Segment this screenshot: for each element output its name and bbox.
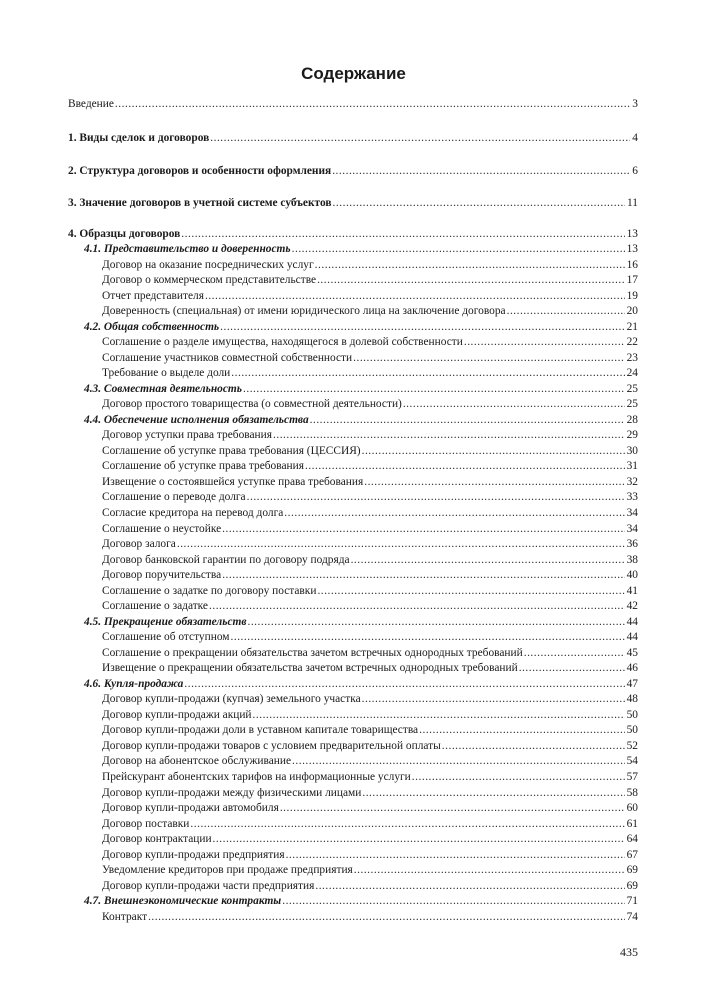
toc-entry [102,910,638,925]
dot-leader [442,739,625,754]
toc-page-number: 25 [626,382,638,395]
toc-entry-title: Извещение о прекращении обязательства зачетом встречных однородных требований [102,662,518,675]
toc-entry [102,522,638,537]
dot-leader [524,646,625,661]
toc-page-number: 24 [626,367,638,380]
toc-entry-title: Соглашение о неустойке [102,522,222,535]
toc-section [84,320,638,335]
toc-entry [102,351,638,366]
dot-leader [364,475,624,490]
toc-entry-title: Соглашение о переводе долга [102,491,246,504]
toc-page-number: 21 [626,320,638,333]
toc-entry-title: Соглашение о разделе имущества, находящегося в долевой собственности [102,336,463,349]
dot-leader [247,490,625,505]
toc-entry [102,754,638,769]
dot-leader [220,320,624,335]
toc-entry-title: 4.5. Прекращение обязательств [84,615,247,628]
toc-entry [102,444,638,459]
dot-leader [148,910,625,925]
dot-leader [362,692,625,707]
toc-entry [102,646,638,661]
toc-page-number: 13 [626,243,638,255]
toc-page-number: 17 [626,274,638,287]
dot-leader [315,879,624,894]
dot-leader [209,599,625,614]
toc-entry-title: Договор купли-продажи акций [102,708,252,721]
dot-leader [231,366,624,381]
toc-entry-title: 4. Образцы договоров [68,228,181,240]
toc-entry-title: Договор поставки [102,817,190,830]
toc-entry [102,490,638,505]
toc-page-number: 48 [626,693,638,706]
toc-page-number: 44 [626,631,638,644]
toc-entry-title: Договор банковской гарантии по договору подряда [102,553,350,566]
toc-entry [102,584,638,599]
toc-entry-title: 3. Значение договоров в учетной системе субъектов [68,197,332,209]
dot-leader [284,506,624,521]
toc-entry [102,428,638,443]
toc-page-number: 74 [626,910,638,923]
dot-leader [292,754,625,769]
toc-page-number: 34 [626,507,638,519]
dot-leader [243,382,625,397]
toc-entry [102,568,638,583]
toc-entry [102,304,638,319]
dot-leader [213,832,625,847]
toc-section [84,382,638,397]
toc-page-number: 34 [626,522,638,535]
dot-leader [292,242,625,257]
dot-leader [315,258,625,273]
dot-leader [507,304,625,319]
toc-entry [102,506,638,521]
toc-entry-title: Соглашение о задатке [102,600,208,613]
toc-entry-title: Договор купли-продажи товаров с условием предварительной оплаты [102,739,441,752]
toc-entry [102,553,638,568]
dot-leader [351,553,625,568]
toc-page-number: 64 [626,833,638,846]
toc-entry-title: Требование о выделе доли [102,367,231,380]
toc-page-number: 16 [626,258,638,271]
toc-chapter [68,196,638,211]
toc-entry [102,366,638,381]
toc-entry-title: Договор на абонентское обслуживание [102,755,292,768]
toc-page-number: 47 [626,677,638,690]
toc-page-number: 20 [626,305,638,318]
toc-entry [102,599,638,614]
toc-entry-title: Соглашение об уступке права требования [102,460,304,473]
dot-leader [419,723,624,738]
dot-leader [247,615,624,630]
dot-leader [354,863,625,878]
dot-leader [464,335,625,350]
toc-page-number: 22 [626,336,638,349]
dot-leader [317,273,625,288]
toc-page-number: 28 [626,413,638,426]
dot-leader [184,677,624,692]
toc-entry-title: Договор о коммерческом представительстве [102,274,317,287]
toc-page-number: 69 [626,879,638,892]
toc-entry-title: 4.1. Представительство и доверенность [84,243,291,255]
dot-leader [362,786,624,801]
toc-entry-title: Доверенность (специальная) от имени юридического лица на заключение договора [102,305,506,318]
dot-leader [332,164,630,179]
toc-entry-title: Договор купли-продажи между физическими лицами [102,786,362,799]
toc-page-number: 54 [626,755,638,768]
toc-page-number: 31 [626,460,638,473]
toc-page-number: 58 [626,786,638,799]
toc-section [84,894,638,909]
toc-page-number: 50 [626,708,638,721]
toc-page-number: 13 [626,228,638,240]
toc-entry-title: 4.2. Общая собственность [84,320,220,333]
toc-entry [102,397,638,412]
dot-leader [222,522,624,537]
toc-page-number: 71 [626,895,638,908]
dot-leader [205,289,625,304]
toc-section [84,242,638,257]
toc-entry [102,692,638,707]
toc-entry-title: Договор купли-продажи предприятия [102,848,285,861]
toc-page-number: 32 [626,475,638,488]
dot-leader [310,413,625,428]
toc-entry [102,786,638,801]
dot-leader [253,708,625,723]
page-number: 435 [620,945,638,959]
toc-entry [102,258,638,273]
toc-page-number: 23 [626,351,638,364]
toc-section [84,615,638,630]
toc-entry-title: Договор купли-продажи автомобиля [102,802,279,815]
toc-page-number: 36 [626,538,638,551]
toc-page-number: 60 [626,802,638,815]
toc-page-number: 52 [626,739,638,752]
toc-entry-title: Контракт [102,910,148,923]
dot-leader [181,227,624,242]
toc-entry [102,661,638,676]
toc-chapter [68,227,638,242]
toc-entry [102,723,638,738]
toc-entry-title: Договор на оказание посреднических услуг [102,258,314,271]
toc-page-number: 33 [626,491,638,504]
toc-section [84,677,638,692]
dot-leader [222,568,624,583]
toc-page-number: 4 [632,132,638,144]
toc-page-number: 40 [626,569,638,582]
dot-leader [412,770,625,785]
dot-leader [177,537,625,552]
toc-entry [102,879,638,894]
toc-entry-title: Прейскурант абонентских тарифов на информационные услуги [102,771,411,784]
toc-entry-title: Отчет представителя [102,289,204,302]
toc-entry [102,273,638,288]
toc-entry-title: Соглашение участников совместной собственности [102,351,353,364]
toc-entry-title: 4.7. Внешнеэкономические контракты [84,895,282,908]
toc-entry [102,863,638,878]
toc-entry-title: 4.3. Совместная деятельность [84,382,243,395]
toc-entry [102,848,638,863]
toc-entry-title: Договор купли-продажи (купчая) земельного участка [102,693,361,706]
toc-entry [102,459,638,474]
toc-entry [102,739,638,754]
toc-page-number: 61 [626,817,638,830]
toc-entry-title: 1. Виды сделок и договоров [68,132,210,144]
dot-leader [519,661,625,676]
toc-chapter [68,131,638,146]
toc-entry-title: Соглашение о задатке по договору поставки [102,584,317,597]
toc-entry-title: 4.4. Обеспечение исполнения обязательства [84,413,309,426]
toc-page-number: 19 [626,289,638,302]
dot-leader [286,848,625,863]
toc-page-number: 41 [626,584,638,597]
toc-entry-title: Извещение о состоявшейся уступке права требования [102,475,364,488]
toc-entry-title: Соглашение об уступке права требования (ЦЕССИЯ) [102,444,361,457]
dot-leader [333,196,625,211]
toc-page-number: 57 [626,771,638,784]
toc-entry [102,801,638,816]
toc-entry [102,832,638,847]
toc-entry-title: Уведомление кредиторов при продаже предприятия [102,864,353,877]
toc-chapter [68,164,638,179]
toc-entry [102,475,638,490]
toc-page-number: 25 [626,398,638,411]
toc-entry [102,335,638,350]
toc-entry [102,817,638,832]
toc-entry [102,289,638,304]
toc-entry-title: Соглашение о прекращении обязательства зачетом встречных однородных требований [102,646,523,659]
toc-entry [102,537,638,552]
toc-page-number: 69 [626,864,638,877]
toc-page-number: 38 [626,553,638,566]
toc-entry [102,630,638,645]
dot-leader [317,584,624,599]
dot-leader [280,801,625,816]
toc-page-number: 30 [626,444,638,457]
toc-entry-title: Договор контрактации [102,833,212,846]
dot-leader [115,97,630,112]
toc-entry-title: Договор уступки права требования [102,429,272,442]
dot-leader [403,397,625,412]
toc-page-number: 42 [626,600,638,613]
toc-page-number: 50 [626,724,638,737]
toc-entry-title: 4.6. Купля-продажа [84,677,184,690]
dot-leader [273,428,625,443]
dot-leader [362,444,625,459]
toc-entry-title: Согласие кредитора на перевод долга [102,507,284,519]
toc-entry-title: Введение [68,98,114,110]
toc-entry-title: Договор купли-продажи доли в уставном капитале товарищества [102,724,419,737]
toc-chapter [68,97,638,112]
toc-page-number: 3 [632,98,638,110]
toc-section [84,413,638,428]
dot-leader [231,630,625,645]
dot-leader [353,351,624,366]
toc-entry-title: Договор простого товарищества (о совместной деятельности) [102,398,402,411]
toc-entry-title: Договор залога [102,538,176,551]
toc-entry [102,708,638,723]
dot-leader [282,894,624,909]
toc-entry-title: Договор поручительства [102,569,222,582]
toc-page-number: 67 [626,848,638,861]
toc-entry [102,770,638,785]
toc-page-number: 44 [626,615,638,628]
toc-entry-title: Договор купли-продажи части предприятия [102,879,315,892]
toc-entry-title: 2. Структура договоров и особенности оформления [68,165,332,177]
dot-leader [190,817,624,832]
page-title: Содержание [301,64,406,83]
dot-leader [305,459,625,474]
toc-page-number: 11 [627,197,638,209]
toc-page-number: 45 [626,646,638,659]
dot-leader [210,131,630,146]
toc-entry-title: Соглашение об отступном [102,631,230,644]
toc-page-number: 6 [632,165,638,177]
toc-page-number: 46 [626,662,638,675]
toc-page-number: 29 [626,429,638,442]
